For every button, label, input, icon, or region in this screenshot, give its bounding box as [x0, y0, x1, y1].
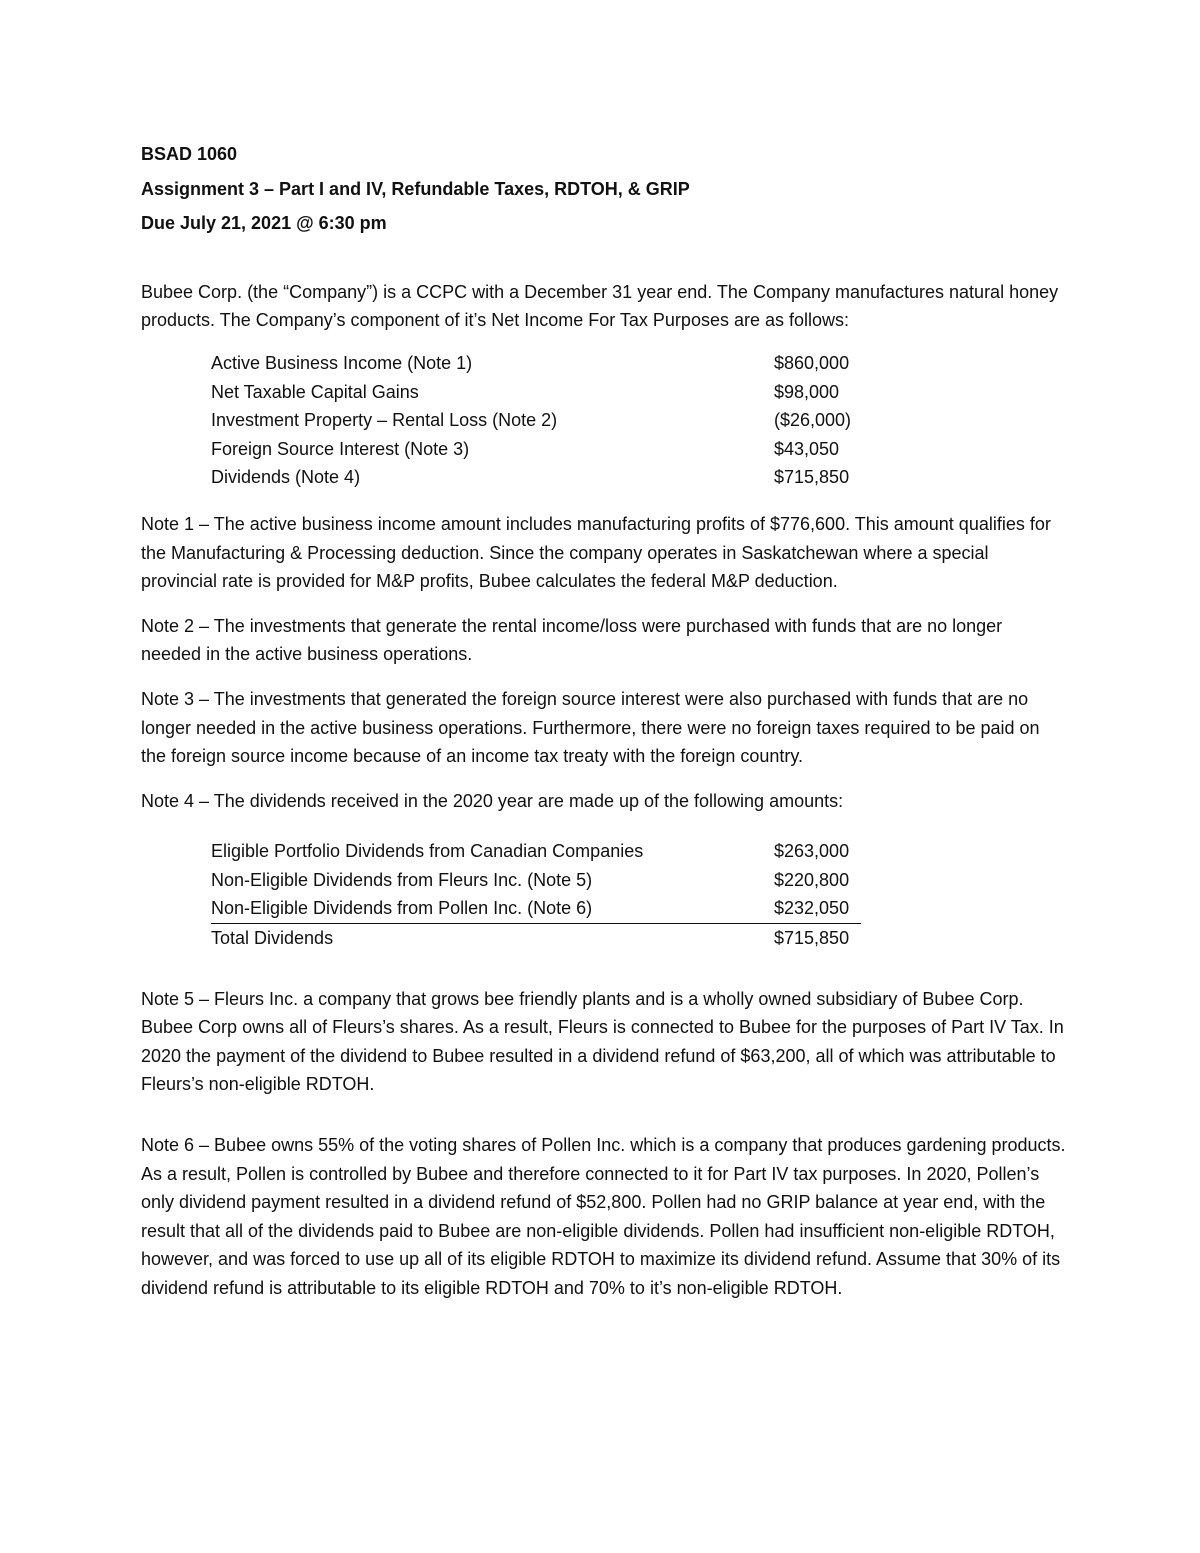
income-amount: $98,000	[774, 381, 840, 402]
dividend-amount: $220,800	[774, 869, 850, 890]
note-6: Note 6 – Bubee owns 55% of the voting shares of Pollen Inc. which is a company that produces gardening products. As a result, Pollen is controlled by Bubee and therefore connected to it for Part IV tax purposes. In 2020, Pollen’s only dividend payment resulted in a dividend refund of $52,800. Pollen had no GRIP balance at year end, with the result that all of the dividends paid to Bubee are non-eligible dividends. Pollen had insufficient non-eligible RDTOH, however, and was forced to use up all of its eligible RDTOH to maximize its dividend refund. Assume that 30% of its dividend refund is attributable to its eligible RDTOH and 70% to it’s non-eligible RDTOH.	[141, 1135, 1066, 1298]
income-label: Net Taxable Capital Gains	[211, 381, 419, 402]
dividend-label: Non-Eligible Dividends from Fleurs Inc. (Note 5)	[211, 869, 593, 890]
note-1: Note 1 – The active business income amount includes manufacturing profits of $776,600. This amount qualifies for the Manufacturing & Processing deduction. Since the company operates in Saskatchewan where a special provincial rate is provided for M&P profits, Bubee calculates the federal M&P deduction.	[141, 513, 1051, 592]
note-4: Note 4 – The dividends received in the 2020 year are made up of the following amounts:	[141, 790, 844, 811]
dividend-label: Eligible Portfolio Dividends from Canadian Companies	[211, 841, 644, 862]
dividend-table	[211, 837, 861, 952]
assignment-title: Assignment 3 – Part I and IV, Refundable Taxes, RDTOH, & GRIP	[141, 178, 690, 199]
dividend-amount: $263,000	[774, 841, 850, 862]
table-row	[211, 894, 861, 923]
dividend-total-label: Total Dividends	[211, 928, 334, 949]
income-amount: ($26,000)	[774, 410, 852, 431]
income-amount: $715,850	[774, 467, 850, 488]
dividend-label: Non-Eligible Dividends from Pollen Inc. (Note 6)	[211, 894, 774, 923]
table-row	[211, 463, 861, 492]
income-label: Dividends (Note 4)	[211, 467, 361, 488]
table-row	[211, 924, 861, 953]
note-5: Note 5 – Fleurs Inc. a company that grows bee friendly plants and is a wholly owned subsidiary of Bubee Corp. Bubee Corp owns all of Fleurs’s shares. As a result, Fleurs is connected to Bubee for the purposes of Part IV Tax. In 2020 the payment of the dividend to Bubee resulted in a dividend refund of $63,200, all of which was attributable to Fleurs’s non-eligible RDTOH.	[141, 988, 1064, 1095]
intro-paragraph: Bubee Corp. (the “Company”) is a CCPC with a December 31 year end. The Company manufactures natural honey products. The Company’s component of it’s Net Income For Tax Purposes are as follows:	[141, 281, 1059, 331]
due-date: Due July 21, 2021 @ 6:30 pm	[141, 213, 387, 234]
income-table	[211, 349, 861, 492]
table-row	[211, 837, 861, 866]
dividend-total-amount: $715,850	[774, 928, 850, 949]
document-page	[141, 140, 1066, 1303]
table-row	[211, 866, 861, 895]
table-row	[211, 435, 861, 464]
table-row	[211, 378, 861, 407]
income-label: Foreign Source Interest (Note 3)	[211, 438, 470, 459]
income-amount: $43,050	[774, 438, 840, 459]
note-2: Note 2 – The investments that generate the rental income/loss were purchased with funds that are no longer needed in the active business operations.	[141, 615, 1003, 665]
table-row	[211, 349, 861, 378]
course-code: BSAD 1060	[141, 144, 238, 164]
note-3: Note 3 – The investments that generated the foreign source interest were also purchased with funds that are no longer needed in the active business operations. Furthermore, there were no foreign taxes required to be paid on the foreign source income because of an income tax treaty with the foreign country.	[141, 688, 1040, 767]
table-row	[211, 406, 861, 435]
income-amount: $860,000	[774, 352, 850, 373]
income-label: Active Business Income (Note 1)	[211, 352, 473, 373]
income-label: Investment Property – Rental Loss (Note 2)	[211, 410, 558, 431]
dividend-amount: $232,050	[774, 894, 861, 923]
